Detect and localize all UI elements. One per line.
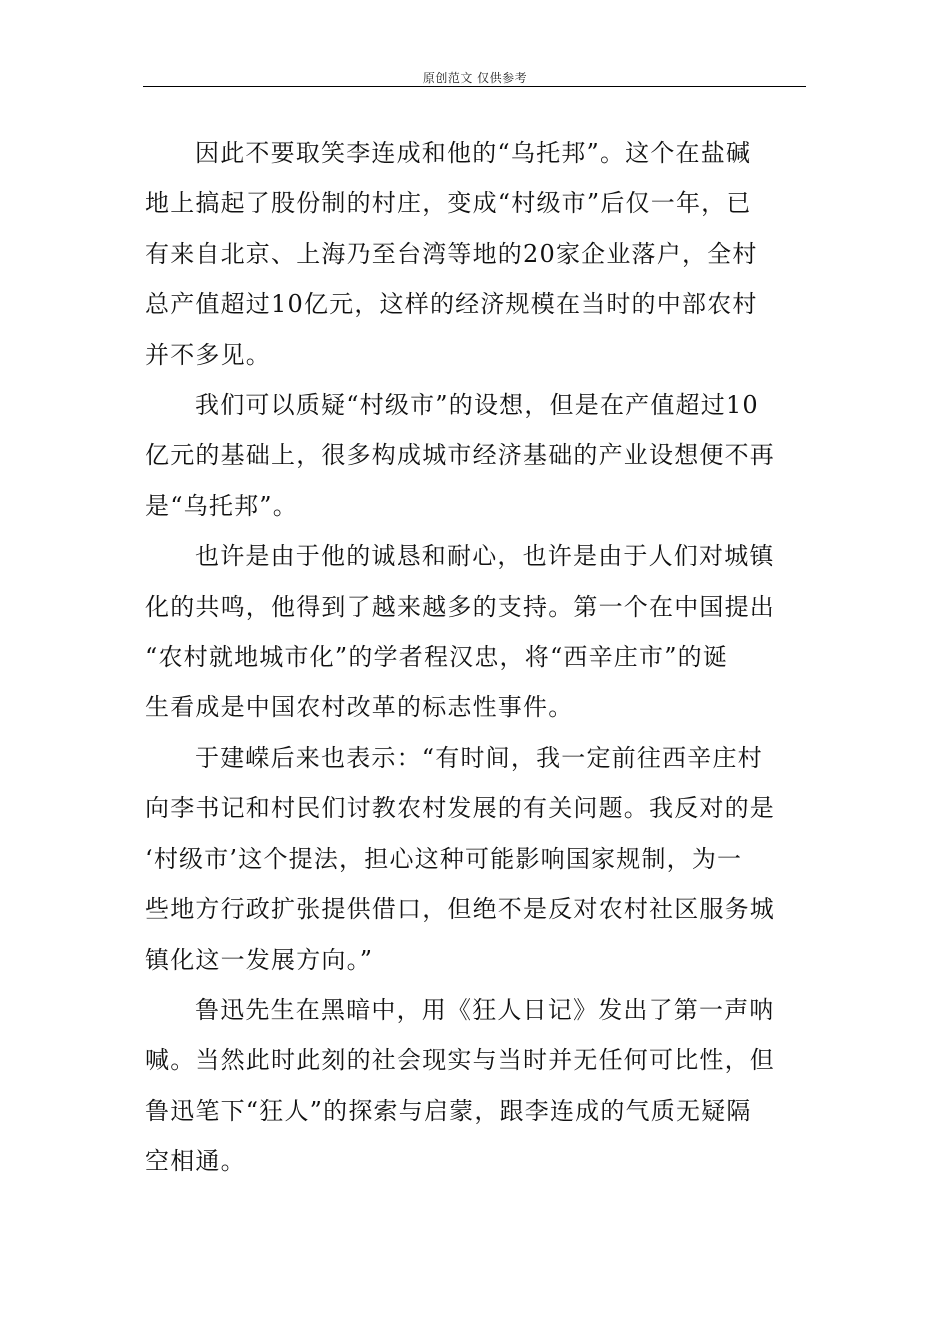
text-line: 喊。当然此时此刻的社会现实与当时并无任何可比性，但 [145,1046,775,1075]
paragraph-5 [145,985,805,1187]
text-line: 也许是由于他的诚恳和耐心，也许是由于人们对城镇 [195,542,775,571]
text-line: “农村就地城市化”的学者程汉忠，将“西辛庄市”的诞 [145,643,729,672]
text-line: 因此不要取笑李连成和他的“乌托邦”。这个在盐碱 [195,139,752,167]
text-line: ‘村级市’这个提法，担心这种可能影响国家规制，为一 [145,844,743,873]
text-line: 生看成是中国农村改革的标志性事件。 [145,693,574,722]
text-line: 镇化这一发展方向。” [145,945,374,974]
page-header: 原创范文 仅供参考 [422,71,528,85]
text-line: 亿元的基础上，很多构成城市经济基础的产业设想便不再 [145,441,775,470]
text-line: 地上搞起了股份制的村庄，变成“村级市”后仅一年，已 [145,189,752,218]
paragraph-3 [145,531,805,733]
text-line: 并不多见。 [145,340,271,369]
text-line: 些地方行政扩张提供借口，但绝不是反对农村社区服务城 [145,895,775,924]
header-divider [143,86,806,87]
paragraph-1 [145,128,805,380]
text-line: 总产值超过10亿元，这样的经济规模在当时的中部农村 [145,290,758,319]
text-line: 我们可以质疑“村级市”的设想，但是在产值超过10 [195,391,759,420]
text-line: 有来自北京、上海乃至台湾等地的20家企业落户，全村 [145,239,758,268]
text-line: 是“乌托邦”。 [145,491,298,520]
text-line: 于建嵘后来也表示：“有时间，我一定前往西辛庄村 [195,743,763,772]
document-body [145,128,805,1187]
text-line: 向李书记和村民们讨教农村发展的有关问题。我反对的是 [145,794,775,823]
text-line: 鲁迅笔下“狂人”的探索与启蒙，跟李连成的气质无疑隔 [145,1096,752,1125]
paragraph-4 [145,733,805,985]
text-line: 化的共鸣，他得到了越来越多的支持。第一个在中国提出 [145,592,775,621]
text-line: 鲁迅先生在黑暗中，用《狂人日记》发出了第一声呐 [195,995,775,1024]
text-line: 空相通。 [145,1147,246,1176]
paragraph-2 [145,380,805,531]
